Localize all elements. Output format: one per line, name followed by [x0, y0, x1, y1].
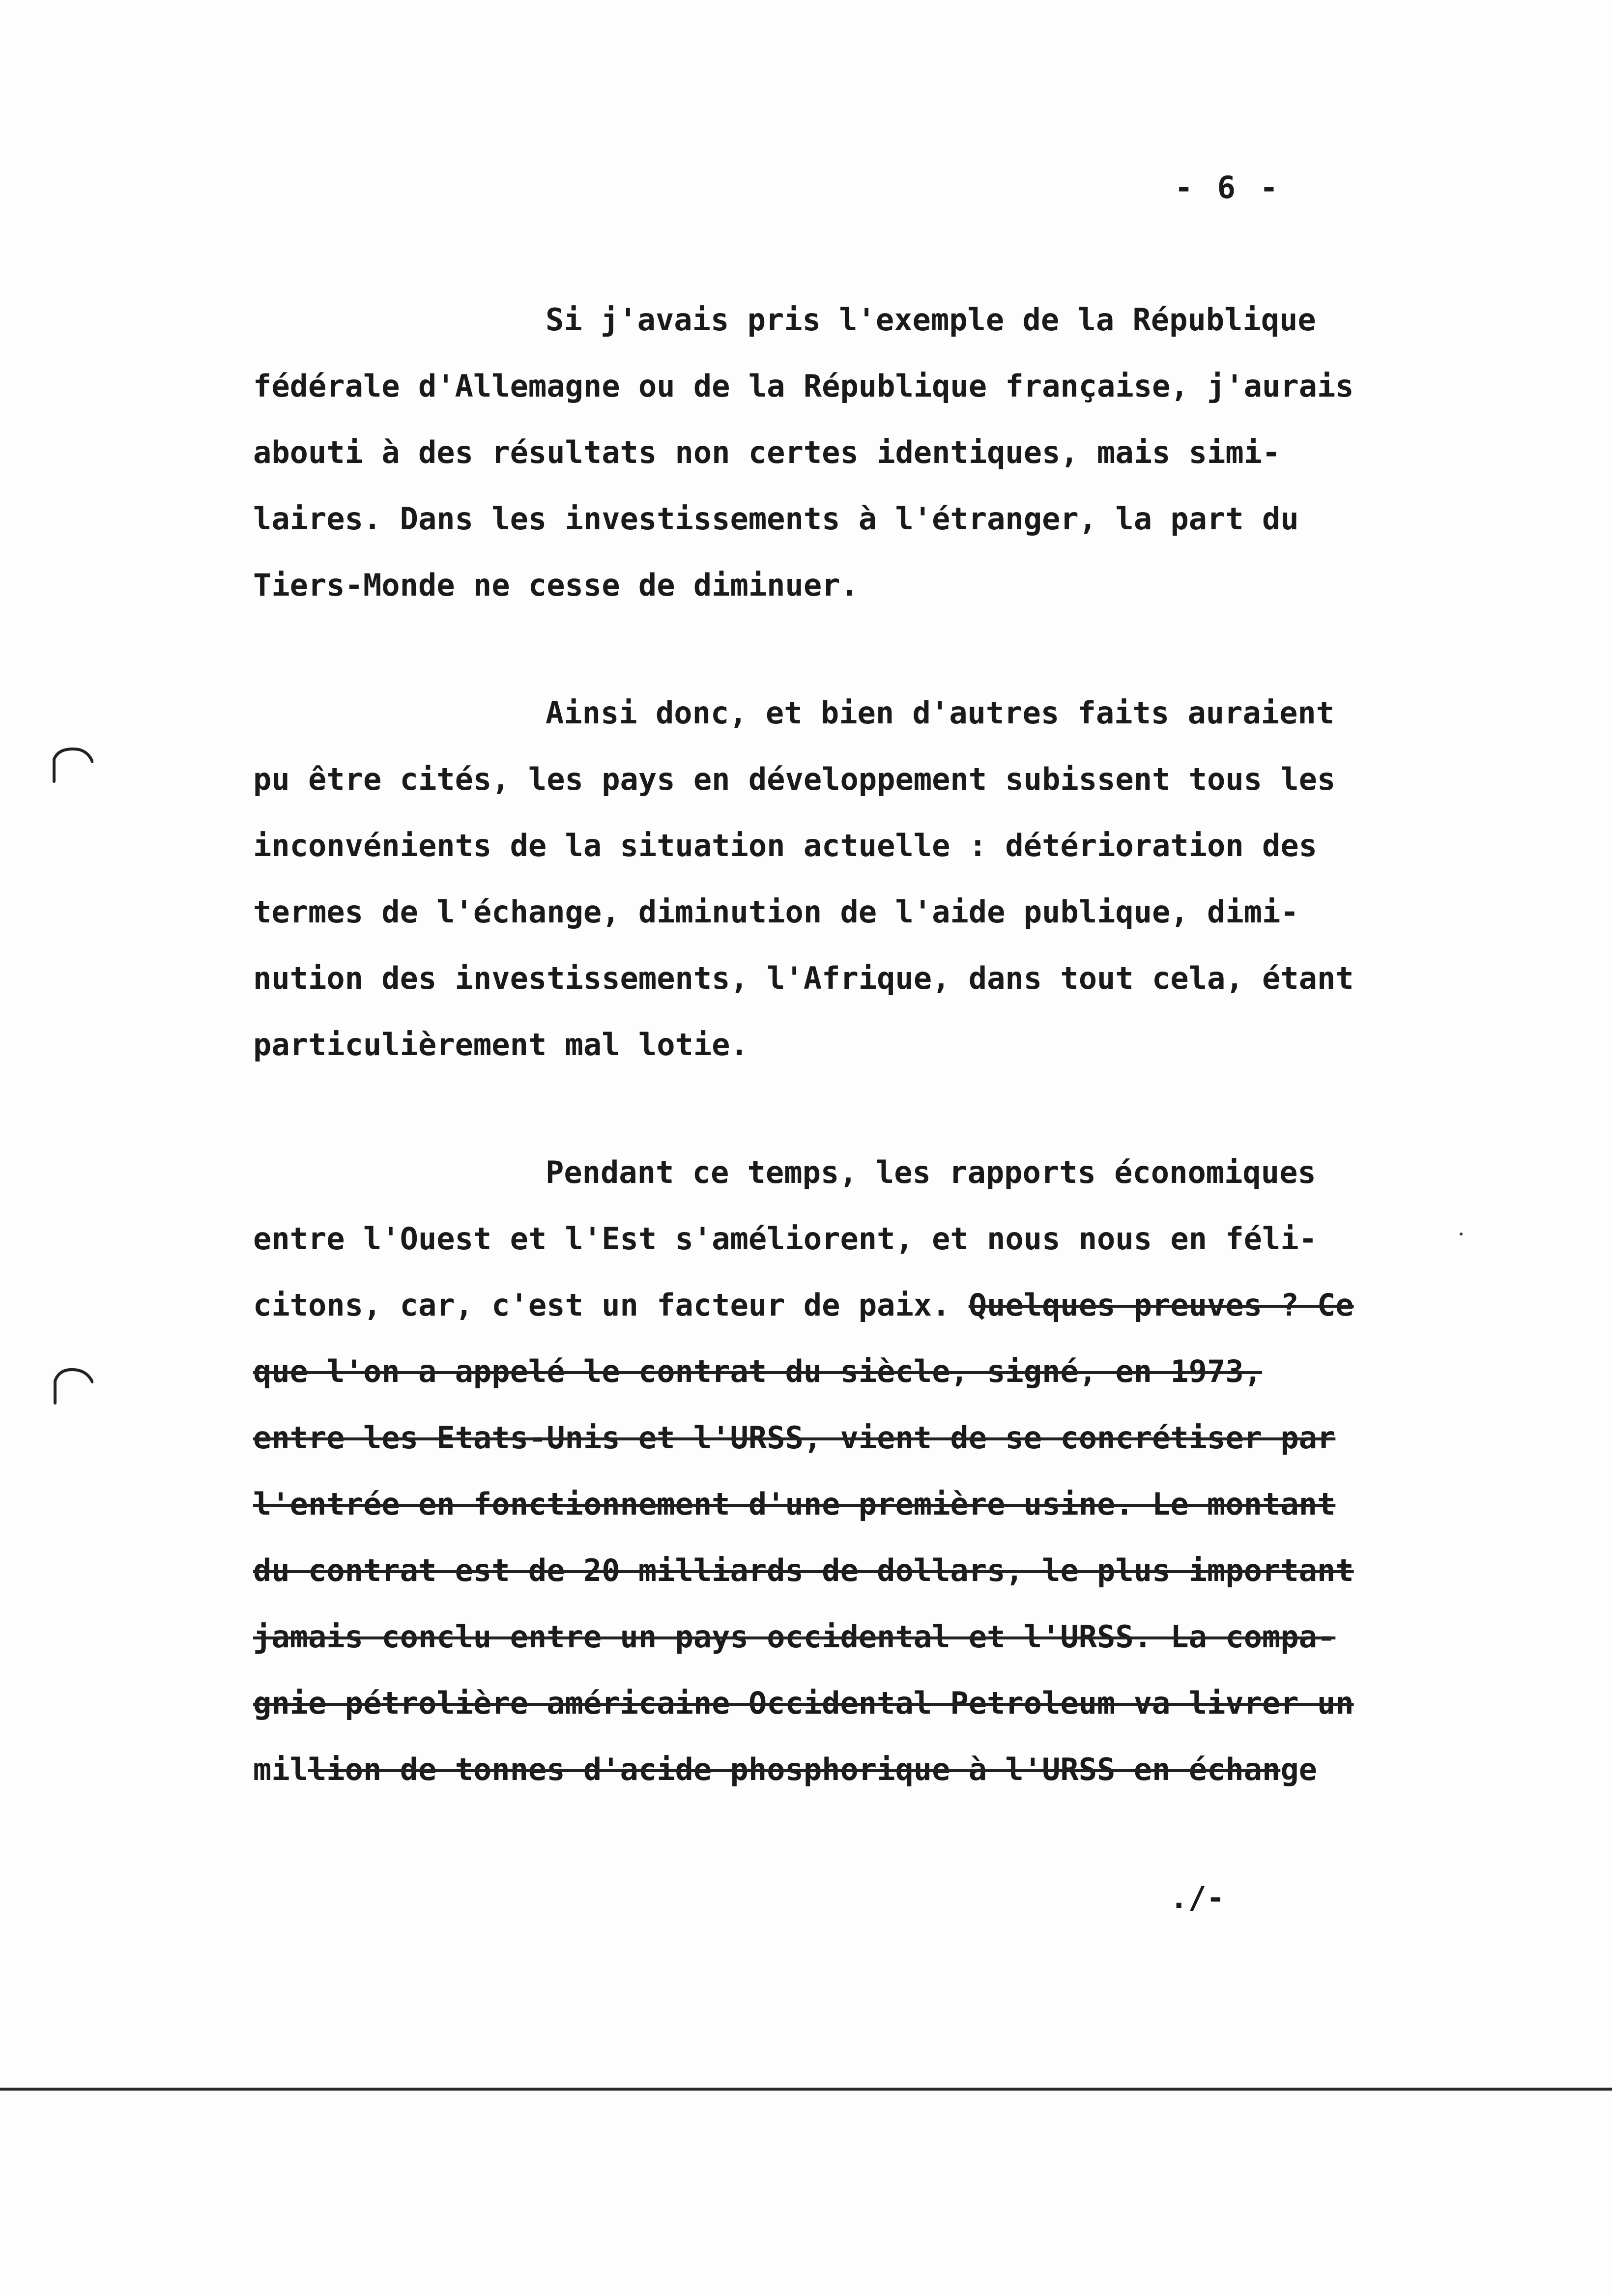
paragraph-3-line-3-text: citons, car, c'est un facteur de paix.: [253, 1287, 969, 1323]
paragraph-2-line-1: Ainsi donc, et bien d'autres faits auraient: [546, 695, 1335, 731]
margin-bracket-icon: [49, 742, 93, 786]
struck-line-7: du contrat est de 20 milliards de dollars, le plus important: [253, 1552, 1354, 1588]
paragraph-1-line-3: abouti à des résultats non certes identiques, mais simi-: [253, 434, 1281, 470]
page-number: - 6 -: [1175, 170, 1281, 205]
paragraph-3-line-1: Pendant ce temps, les rapports économiques: [546, 1154, 1316, 1190]
stray-mark: [1460, 1233, 1463, 1235]
paragraph-2-line-6: particulièrement mal lotie.: [253, 1027, 748, 1062]
paragraph-3-line-3: [253, 1287, 1354, 1323]
struck-line-4: que l'on a appelé le contrat du siècle, signé, en 1973,: [253, 1353, 1262, 1389]
paragraph-1-line-2: fédérale d'Allemagne ou de la République française, j'aurais: [253, 368, 1354, 404]
paragraph-2-line-4: termes de l'échange, diminution de l'aide publique, dimi-: [253, 894, 1299, 930]
bottom-rule: [0, 2088, 1612, 2091]
line-10-end: ge: [1280, 1751, 1317, 1787]
struck-line-5: entre les Etats-Unis et l'URSS, vient de se concrétiser par: [253, 1420, 1336, 1456]
struck-line-9: gnie pétrolière américaine Occidental Petroleum va livrer un: [253, 1685, 1354, 1721]
paragraph-1-line-1: Si j'avais pris l'exemple de la République: [546, 302, 1316, 338]
paragraph-2-line-2: pu être cités, les pays en développement subissent tous les: [253, 761, 1336, 797]
paragraph-3-line-10: [253, 1751, 1317, 1787]
line-10-start: mil: [253, 1751, 308, 1787]
struck-line-6: l'entrée en fonctionnement d'une première usine. Le montant: [253, 1486, 1336, 1522]
margin-bracket-icon: [49, 1361, 93, 1406]
line-10-struck: lion de tonnes d'acide phosphorique à l'URSS en échan: [308, 1751, 1281, 1787]
paragraph-2-line-5: nution des investissements, l'Afrique, dans tout cela, étant: [253, 960, 1354, 996]
struck-line-8: jamais conclu entre un pays occidental et l'URSS. La compa-: [253, 1619, 1336, 1655]
paragraph-1-line-5: Tiers-Monde ne cesse de diminuer.: [253, 567, 859, 603]
paragraph-3-line-2: entre l'Ouest et l'Est s'améliorent, et nous nous en féli-: [253, 1221, 1317, 1257]
paragraph-1-line-4: laires. Dans les investissements à l'étranger, la part du: [253, 501, 1299, 537]
struck-text: Quelques preuves ? Ce: [968, 1287, 1354, 1323]
continuation-mark: ./-: [1170, 1880, 1225, 1916]
paragraph-2-line-3: inconvénients de la situation actuelle : détérioration des: [253, 828, 1317, 863]
